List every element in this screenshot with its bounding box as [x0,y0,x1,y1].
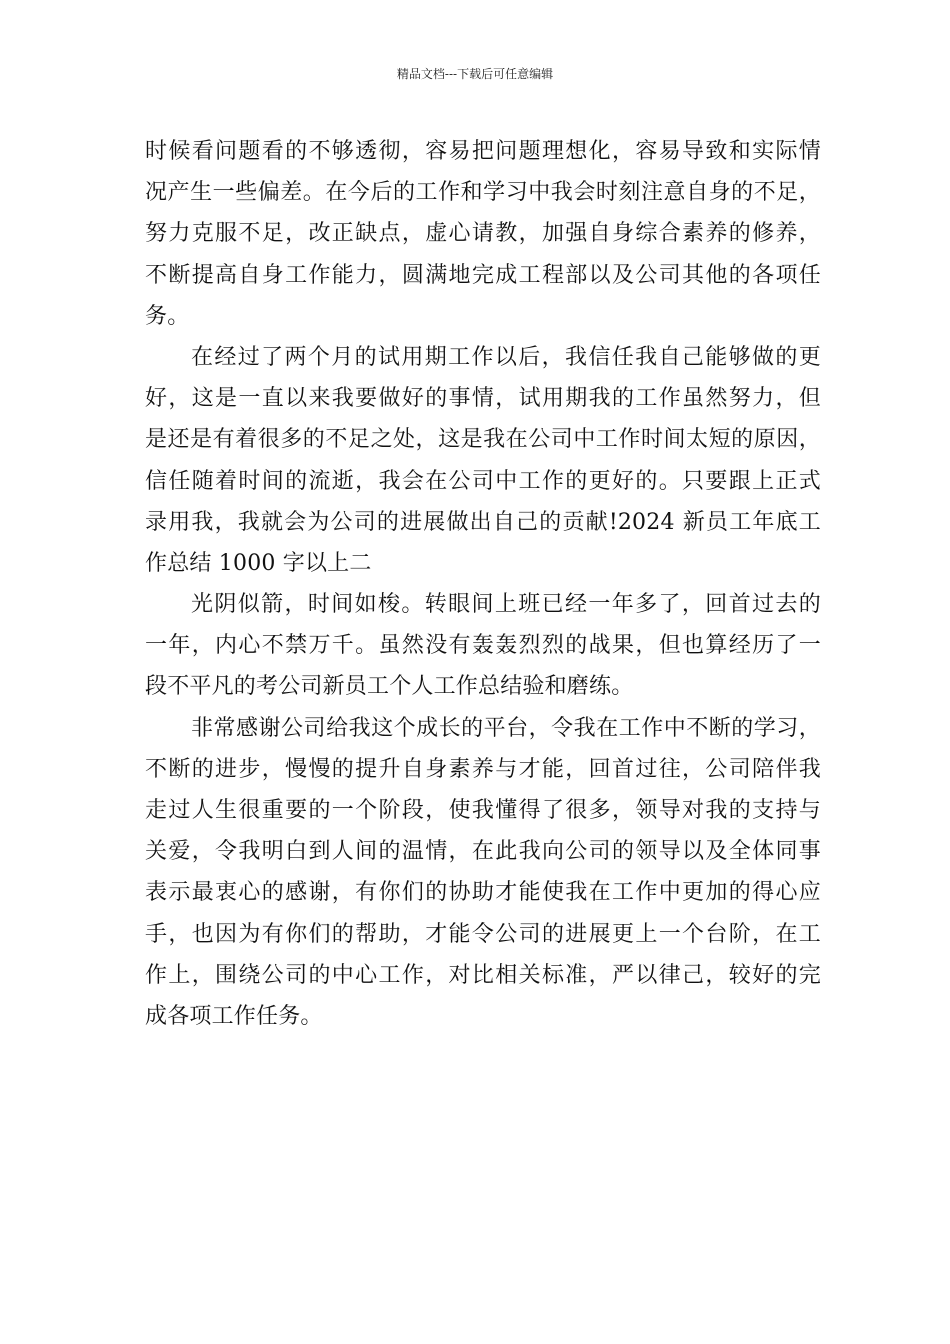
text-line: 作上，围绕公司的中心工作，对比相关标准，严以律己，较好的完 [145,962,821,988]
text-line: 关爱，令我明白到人间的温情，在此我向公司的领导以及全体同事 [145,839,821,865]
page-header: 精品文档---下载后可任意编辑 [396,67,554,81]
text-line: 务。 [145,303,190,329]
document-body [145,131,821,1037]
text-line: 努力克服不足，改正缺点，虚心请教，加强自身综合素养的修养， [145,221,821,247]
text-line: 作总结 1000 字以上二 [145,550,372,576]
paragraph-first-line: 在经过了两个月的试用期工作以后，我信任我自己能够做的更 [191,344,821,370]
paragraph-first-line: 光阴似箭，时间如梭。转眼间上班已经一年多了，回首过去的 [191,592,821,618]
text-line: 表示最衷心的感谢，有你们的协助才能使我在工作中更加的得心应 [145,880,821,906]
text-line: 手，也因为有你们的帮助，才能令公司的进展更上一个台阶，在工 [145,921,821,947]
text-line: 段不平凡的考公司新员工个人工作总结验和磨练。 [145,674,634,700]
text-line: 是还是有着很多的不足之处，这是我在公司中工作时间太短的原因， [145,427,821,453]
text-line: 信任随着时间的流逝，我会在公司中工作的更好的。只要跟上正式 [145,468,821,494]
text-line: 好，这是一直以来我要做好的事情，试用期我的工作虽然努力，但 [145,386,821,412]
paragraph-first-line: 非常感谢公司给我这个成长的平台，令我在工作中不断的学习， [191,715,821,741]
text-line: 不断提高自身工作能力，圆满地完成工程部以及公司其他的各项任 [145,262,821,288]
text-line: 一年，内心不禁万千。虽然没有轰轰烈烈的战果，但也算经历了一 [145,633,821,659]
text-line: 时候看问题看的不够透彻，容易把问题理想化，容易导致和实际情 [145,139,821,164]
text-line: 况产生一些偏差。在今后的工作和学习中我会时刻注意自身的不足， [145,180,821,206]
text-line: 成各项工作任务。 [145,1003,323,1029]
text-line: 录用我，我就会为公司的进展做出自己的贡献!2024 新员工年底工 [145,509,821,535]
text-line: 走过人生很重要的一个阶段，使我懂得了很多，领导对我的支持与 [145,798,821,823]
text-line: 不断的进步，慢慢的提升自身素养与才能，回首过往，公司陪伴我 [145,756,821,782]
